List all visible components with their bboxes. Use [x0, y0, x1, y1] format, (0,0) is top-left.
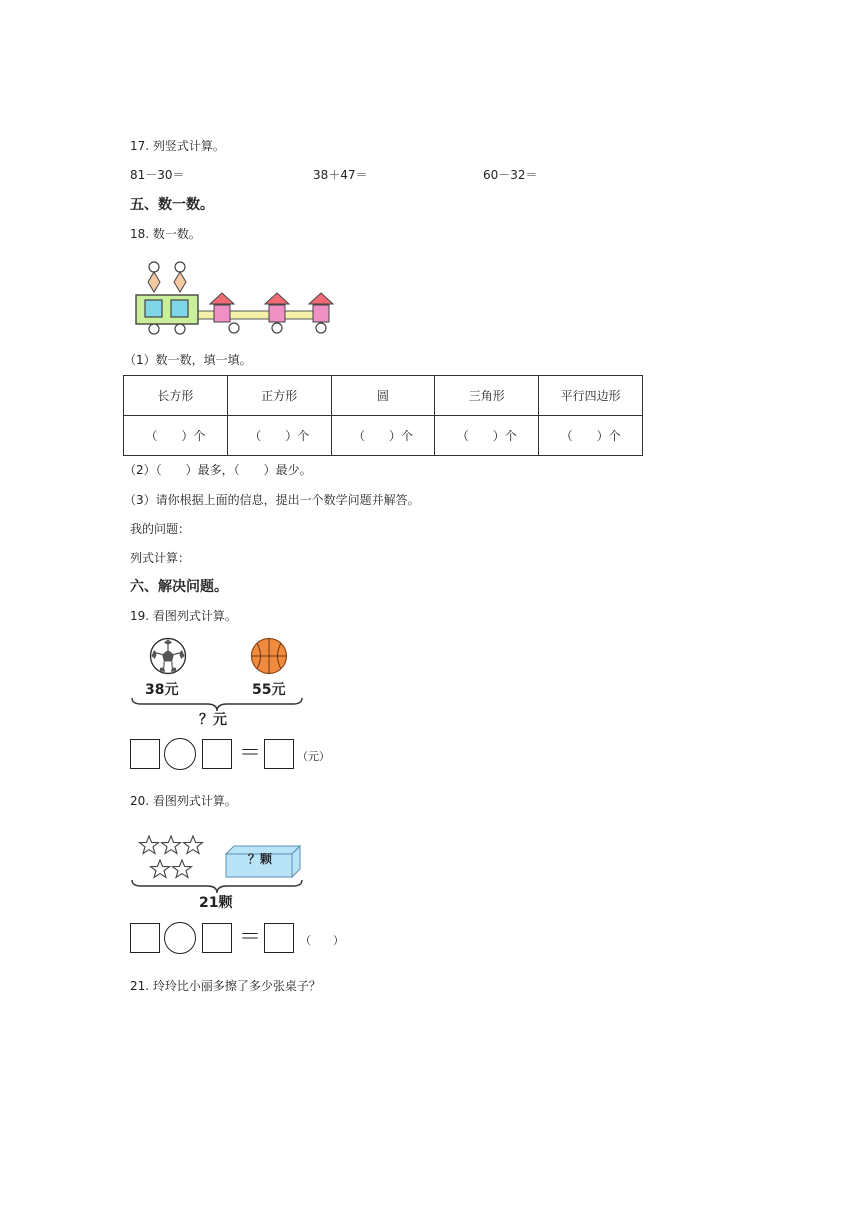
- box-label: ？颗: [248, 852, 273, 866]
- train-window-1: [145, 300, 162, 317]
- my-question-label: 我的问题：: [130, 522, 191, 536]
- stars-group: [138, 835, 204, 883]
- table-answer-cell[interactable]: （ ）个: [227, 416, 331, 456]
- section-6-title: 六、解决问题。: [130, 579, 228, 595]
- q18-part2: （2）（ ）最多，（ ）最少。: [124, 463, 312, 477]
- house-body-2: [269, 305, 285, 322]
- train-wheel: [175, 324, 185, 334]
- q17-item-2: 38＋47＝: [313, 168, 368, 182]
- basketball-icon: [250, 637, 288, 675]
- house-wheel: [316, 323, 326, 333]
- table-answer-cell[interactable]: （ ）个: [124, 416, 228, 456]
- diamond-top-circle: [175, 262, 185, 272]
- answer-box[interactable]: [130, 923, 160, 953]
- q20-unit[interactable]: （ ）: [300, 934, 344, 947]
- calc-label: 列式计算：: [130, 551, 191, 565]
- q19-total: ？元: [199, 712, 227, 728]
- table-header-cell: 三角形: [435, 376, 539, 416]
- house-roof-2: [265, 293, 289, 304]
- diamond-2: [174, 272, 186, 292]
- soccer-ball-icon: [149, 637, 187, 675]
- answer-box[interactable]: [264, 739, 294, 769]
- house-roof-3: [309, 293, 333, 304]
- q20-title: 20. 看图列式计算。: [130, 794, 237, 808]
- q18-title: 18. 数一数。: [130, 227, 201, 241]
- operator-circle[interactable]: [164, 738, 196, 770]
- shape-count-table: [123, 375, 643, 456]
- house-body-1: [214, 305, 230, 322]
- train-window-2: [171, 300, 188, 317]
- equals-sign: ＝: [239, 925, 262, 950]
- star-icon: [184, 836, 203, 854]
- soccer-price: 38元: [145, 682, 179, 698]
- answer-box[interactable]: [264, 923, 294, 953]
- answer-box[interactable]: [202, 739, 232, 769]
- train-figure: [130, 258, 340, 338]
- section-5-title: 五、数一数。: [130, 197, 214, 213]
- basketball-price: 55元: [252, 682, 286, 698]
- table-header-cell: 正方形: [227, 376, 331, 416]
- house-wheel: [272, 323, 282, 333]
- q18-part3: （3）请你根据上面的信息，提出一个数学问题并解答。: [124, 493, 420, 507]
- star-icon: [140, 836, 159, 854]
- q21-title: 21. 玲玲比小丽多擦了多少张桌子？: [130, 979, 321, 993]
- operator-circle[interactable]: [164, 922, 196, 954]
- table-answer-cell[interactable]: （ ）个: [331, 416, 435, 456]
- q20-total: 21颗: [199, 895, 233, 911]
- q17-item-1: 81－30＝: [130, 168, 185, 182]
- q17-item-3: 60－32＝: [483, 168, 538, 182]
- star-icon: [173, 860, 192, 878]
- table-answer-cell[interactable]: （ ）个: [435, 416, 539, 456]
- table-header-cell: 圆: [331, 376, 435, 416]
- star-icon: [151, 860, 170, 878]
- equals-sign: ＝: [239, 741, 262, 766]
- q19-unit: （元）: [297, 750, 330, 763]
- house-roof-1: [210, 293, 234, 304]
- table-answer-cell[interactable]: （ ）个: [539, 416, 643, 456]
- table-header-cell: 平行四边形: [539, 376, 643, 416]
- table-row: [124, 416, 643, 456]
- diamond-top-circle: [149, 262, 159, 272]
- train-wheel: [149, 324, 159, 334]
- answer-box[interactable]: [130, 739, 160, 769]
- table-header-cell: 长方形: [124, 376, 228, 416]
- answer-box[interactable]: [202, 923, 232, 953]
- house-wheel: [229, 323, 239, 333]
- diamond-1: [148, 272, 160, 292]
- star-icon: [162, 836, 181, 854]
- table-header-row: [124, 376, 643, 416]
- q18-part1: （1）数一数，填一填。: [124, 353, 252, 367]
- q19-title: 19. 看图列式计算。: [130, 609, 237, 623]
- house-body-3: [313, 305, 329, 322]
- q17-title: 17. 列竖式计算。: [130, 139, 225, 153]
